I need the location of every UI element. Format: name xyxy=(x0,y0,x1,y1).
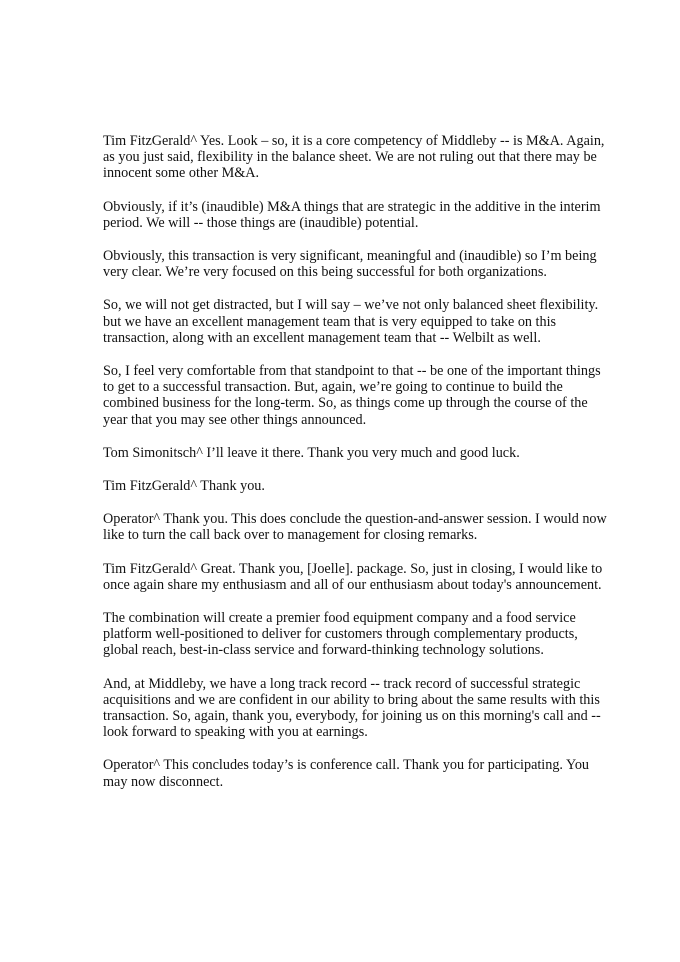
text-line: innocent some other M&A. xyxy=(103,165,260,182)
transcript-paragraph xyxy=(103,363,601,428)
transcript-paragraph xyxy=(103,445,587,461)
text-line: like to turn the call back over to management for closing remarks. xyxy=(103,527,478,544)
transcript-paragraph xyxy=(103,757,590,790)
text-line: acquisitions and we are confident in our ability to bring about the same results with this xyxy=(103,691,600,708)
transcript-paragraph xyxy=(103,133,605,182)
text-line: global reach, best-in-class service and forward-thinking technology solutions. xyxy=(103,642,544,659)
transcript-paragraph xyxy=(103,610,587,659)
text-line: look forward to speaking with you at earnings. xyxy=(103,724,368,741)
text-line: Tim FitzGerald^ Thank you. xyxy=(103,478,265,495)
text-line: Tom Simonitsch^ I’ll leave it there. Thank you very much and good luck. xyxy=(103,444,520,461)
text-line: Obviously, this transaction is very significant, meaningful and (inaudible) so I’m being xyxy=(103,248,597,265)
text-line: may now disconnect. xyxy=(103,773,224,790)
transcript-paragraph xyxy=(103,248,597,281)
transcript-paragraph xyxy=(103,198,601,231)
text-line: year that you may see other things announced. xyxy=(103,411,367,428)
text-line: very clear. We’re very focused on this being successful for both organizations. xyxy=(103,264,547,281)
text-line: to get to a successful transaction. But, again, we’re going to continue to build the xyxy=(103,379,563,396)
transcript-paragraph xyxy=(103,297,599,346)
text-line: period. We will -- those things are (inaudible) potential. xyxy=(103,214,419,231)
text-line: combined business for the long-term. So, as things come up through the course of the xyxy=(103,395,588,412)
text-line: platform well-positioned to deliver for customers through complementary products, xyxy=(103,626,578,643)
text-line: once again share my enthusiasm and all of our enthusiasm about today's announcement. xyxy=(103,576,602,593)
text-line: And, at Middleby, we have a long track record -- track record of successful strategic xyxy=(103,675,581,692)
text-line: Tim FitzGerald^ Great. Thank you, [Joelle]. package. So, just in closing, I would like to xyxy=(103,560,603,577)
text-line: but we have an excellent management team that is very equipped to take on this xyxy=(103,313,557,330)
transcript-paragraph xyxy=(103,560,603,593)
text-line: The combination will create a premier food equipment company and a food service xyxy=(103,610,576,627)
text-line: Tim FitzGerald^ Yes. Look – so, it is a core competency of Middleby -- is M&A. Again, xyxy=(103,133,605,149)
transcript-paragraph xyxy=(103,511,607,544)
text-line: as you just said, flexibility in the balance sheet. We are not ruling out that there may be xyxy=(103,149,597,166)
text-line: transaction. So, again, thank you, everybody, for joining us on this morning's call and -- xyxy=(103,708,601,725)
text-line: Operator^ Thank you. This does conclude the question-and-answer session. I would now xyxy=(103,511,607,528)
transcript-paragraph xyxy=(103,478,587,494)
text-line: transaction, along with an excellent management team that -- Welbilt as well. xyxy=(103,329,541,346)
transcript-paragraph xyxy=(103,675,601,741)
text-line: Operator^ This concludes today’s is conference call. Thank you for participating. You xyxy=(103,757,590,774)
text-line: So, we will not get distracted, but I will say – we’ve not only balanced sheet flexibility. xyxy=(103,297,599,314)
transcript-body xyxy=(103,133,607,807)
text-line: So, I feel very comfortable from that standpoint to that -- be one of the important things xyxy=(103,363,601,380)
text-line: Obviously, if it’s (inaudible) M&A things that are strategic in the additive in the interim xyxy=(103,198,601,215)
